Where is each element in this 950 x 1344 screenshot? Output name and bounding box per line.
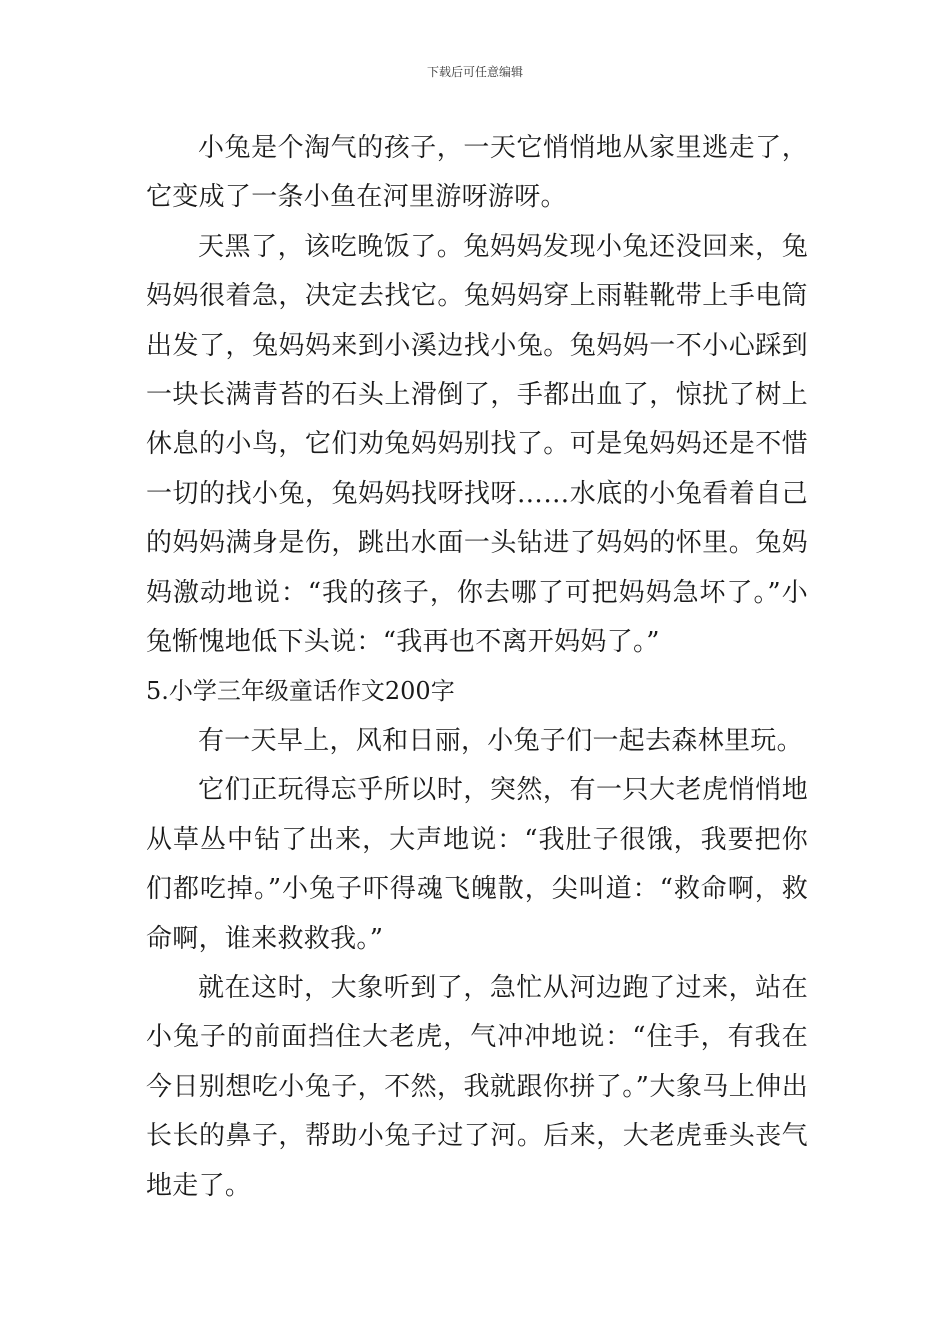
document-body xyxy=(146,124,808,1211)
paragraph-mother-searches: 天黑了，该吃晚饭了。兔妈妈发现小兔还没回来，兔妈妈很着急，决定去找它。兔妈妈穿上雨鞋靴带上手电筒出发了，兔妈妈来到小溪边找小兔。兔妈妈一不小心踩到一块长满青苔的石头上滑倒了，手都出血了，惊扰了树上休息的小鸟，它们劝兔妈妈别找了。可是兔妈妈还是不惜一切的找小兔，兔妈妈找呀找呀……水底的小兔看着自己的妈妈满身是伤，跳出水面一头钻进了妈妈的怀里。兔妈妈激动地说：“我的孩子，你去哪了可把妈妈急坏了。”小兔惭愧地低下头说：“我再也不离开妈妈了。” xyxy=(146,231,808,658)
paragraph-elephant-helps: 就在这时，大象听到了，急忙从河边跑了过来，站在小兔子的前面挡住大老虎，气冲冲地说：“住手，有我在今日别想吃小兔子，不然，我就跟你拼了。”大象马上伸出长长的鼻子，帮助小兔子过了河。后来，大老虎垂头丧气地走了。 xyxy=(146,972,808,1201)
paragraph-forest-morning: 有一天早上，风和日丽，小兔子们一起去森林里玩。 xyxy=(198,725,803,756)
page-header-note: 下载后可任意编辑 xyxy=(426,65,523,79)
section-heading: 5.小学三年级童话作文200字 xyxy=(146,677,455,706)
paragraph-rabbit-runs-away: 小兔是个淘气的孩子，一天它悄悄地从家里逃走了，它变成了一条小鱼在河里游呀游呀。 xyxy=(146,133,808,213)
paragraph-tiger-appears: 它们正玩得忘乎所以时，突然，有一只大老虎悄悄地从草丛中钻了出来，大声地说：“我肚子很饿，我要把你们都吃掉。”小兔子吓得魂飞魄散，尖叫道：“救命啊，救命啊，谁来救救我。” xyxy=(146,775,808,954)
